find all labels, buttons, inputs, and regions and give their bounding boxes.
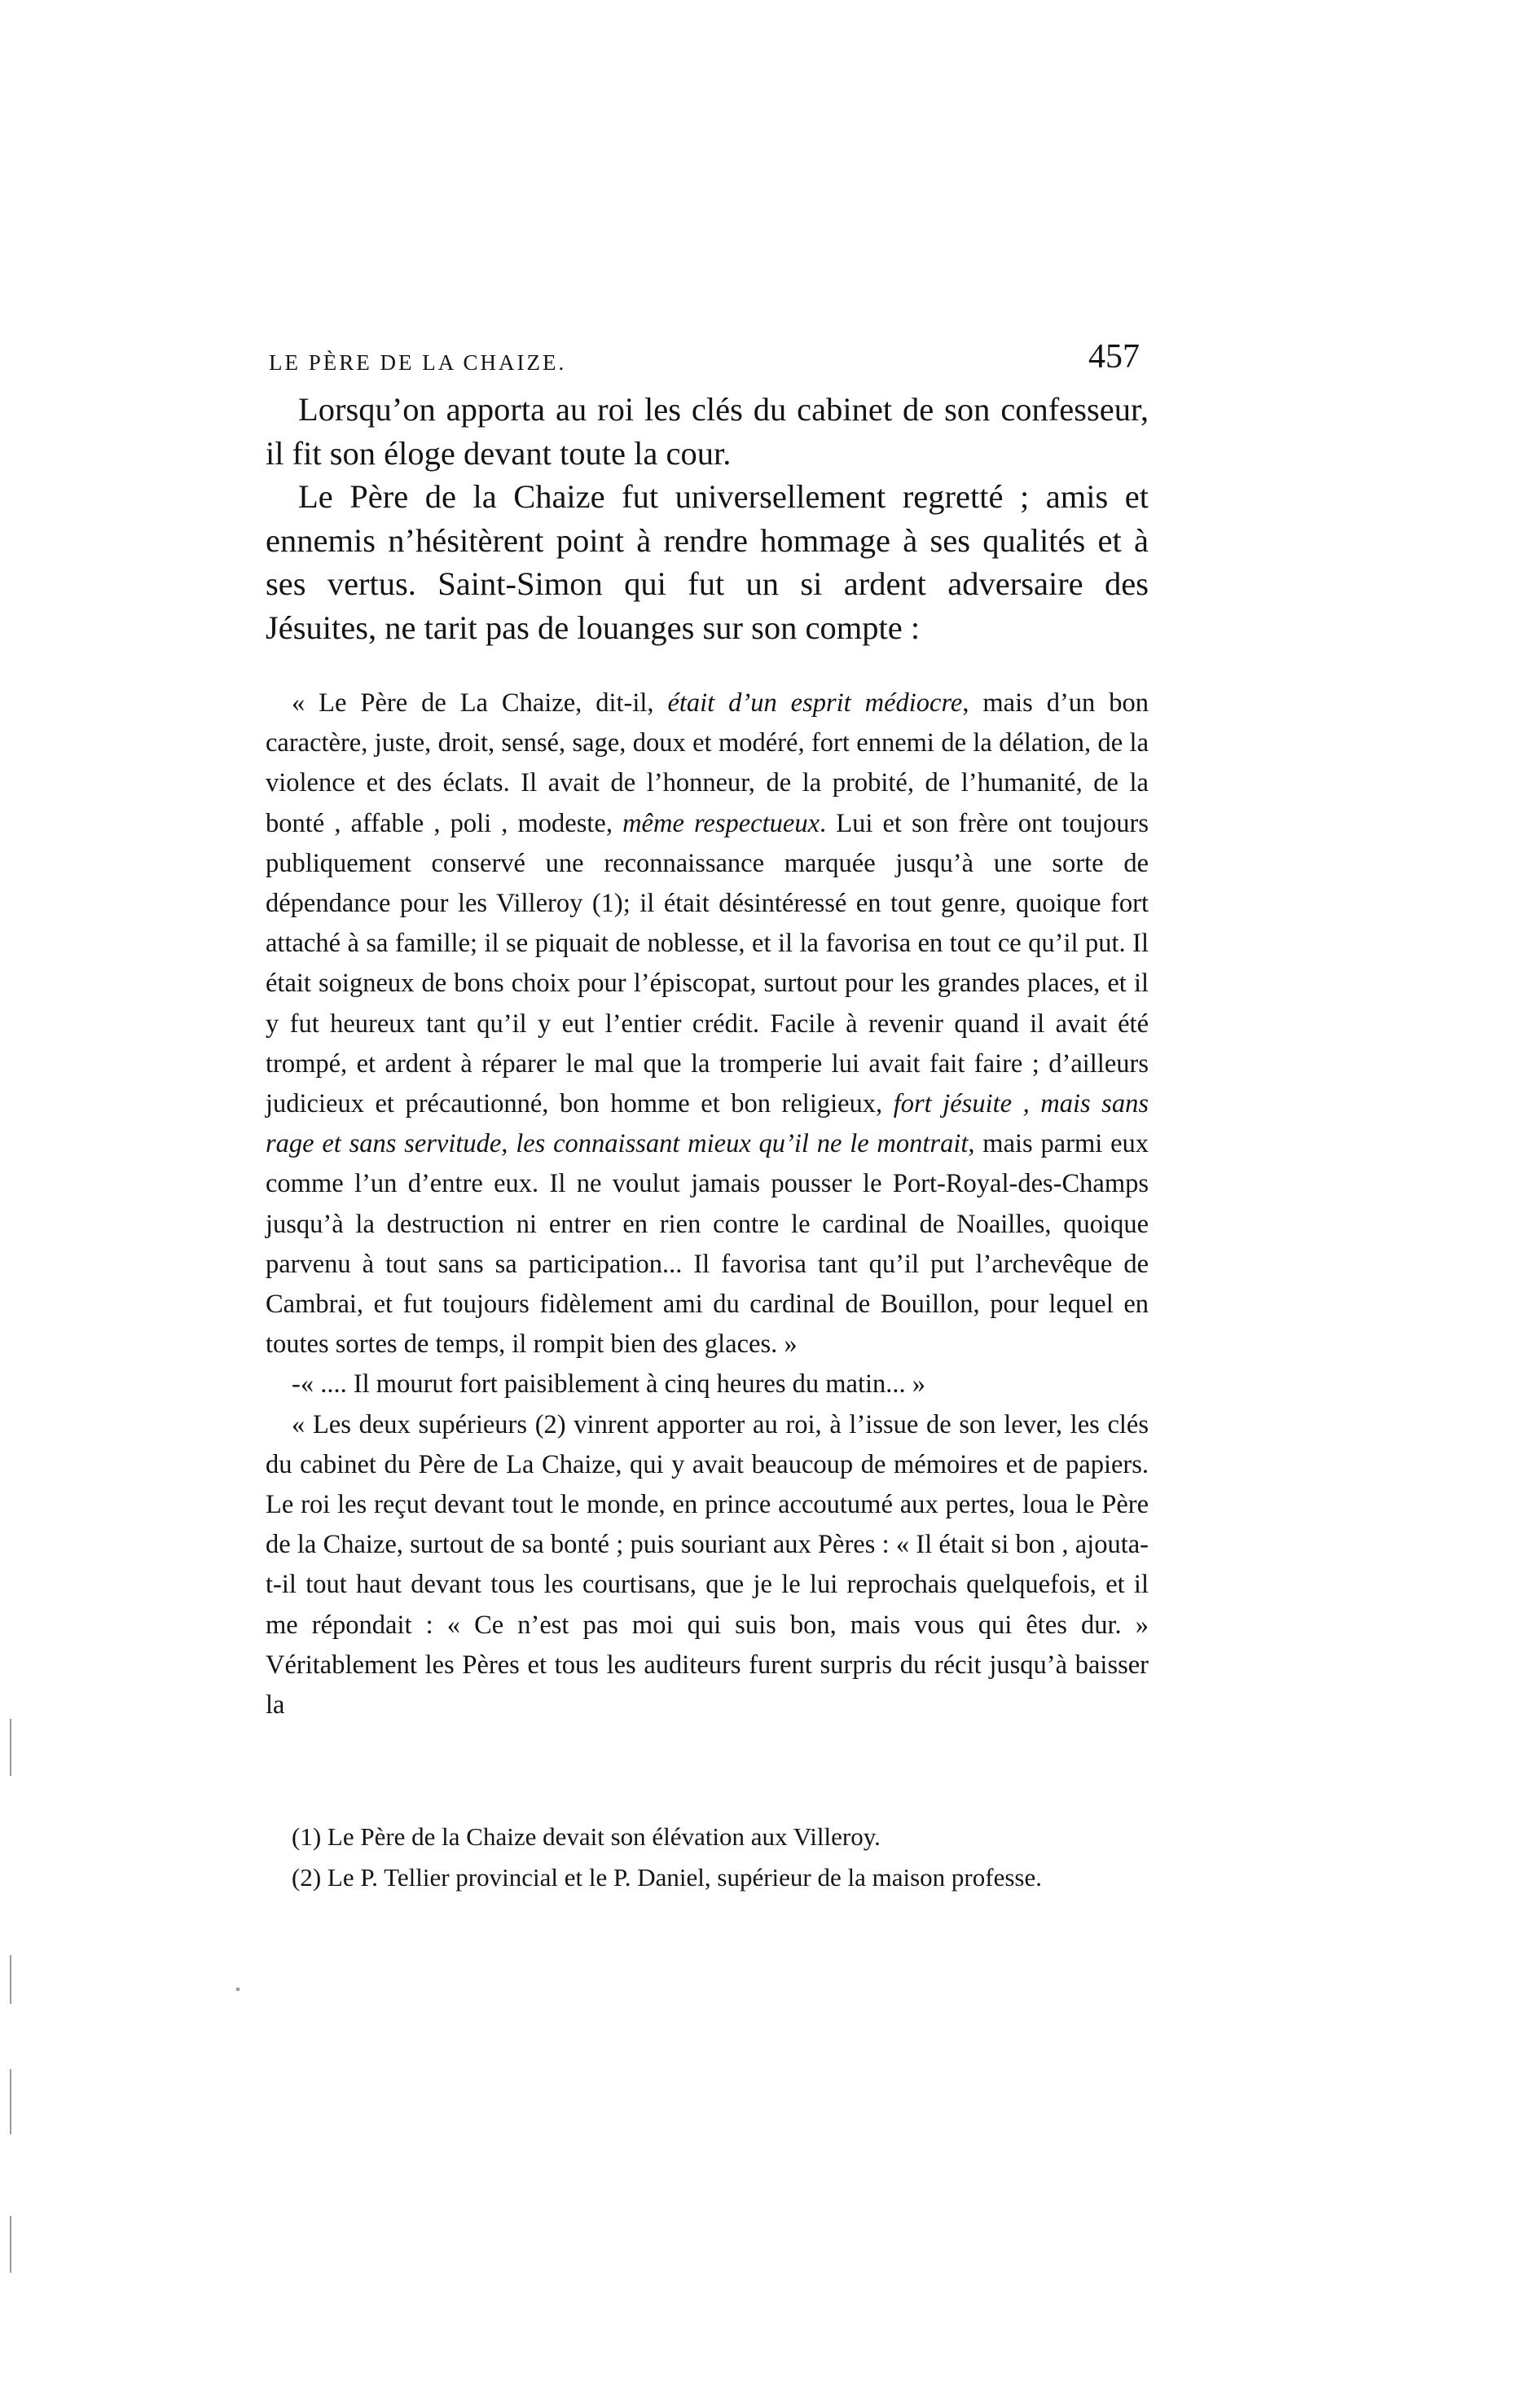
quote-paragraph: -« .... Il mourut fort paisiblement à cinq heures du matin... » bbox=[292, 1369, 926, 1400]
quote-paragraph: « Les deux supérieurs (2) vinrent apporter au roi, à l’issue de son lever, les clés du cabinet du Père de La Chaize, qui y avait beaucoup de mémoires et de papiers. Le roi les reçut devant tout le monde, en prince accoutumé aux pertes, loua le Père de la Chaize, surtout de sa bonté ; puis souriant aux Pères : « Il était si bon , ajouta-t-il tout haut devant tous les courtisans, que je le lui reprochais quelquefois, et il me répondait : « Ce n’est pas moi qui suis bon, mais vous qui êtes dur. » Véritablement les Pères et tous les auditeurs furent surpris du récit jusqu’à baisser la bbox=[266, 1409, 1149, 1720]
scan-artifact bbox=[10, 2069, 11, 2134]
scan-artifact bbox=[10, 1955, 11, 2004]
quote-italic-text: était d’un esprit médiocre bbox=[667, 688, 963, 718]
paragraph: Lorsqu’on apporta au roi les clés du cabinet de son confesseur, il fit son éloge devant toute la cour. bbox=[266, 391, 1149, 472]
scan-artifact bbox=[10, 2216, 11, 2273]
footnotes bbox=[266, 1817, 1149, 1898]
quote-text: « Le Père de La Chaize, dit-il, bbox=[292, 688, 668, 718]
page-number: 457 bbox=[1088, 338, 1140, 376]
footnote: (2) Le P. Tellier provincial et le P. Daniel, supérieur de la maison professe. bbox=[292, 1863, 1042, 1892]
running-title: LE PÈRE DE LA CHAIZE. bbox=[269, 350, 567, 375]
paragraph: Le Père de la Chaize fut universellement regretté ; amis et ennemis n’hésitèrent point à rendre hommage à ses qualités et à ses vertus. Saint-Simon qui fut un si ardent adversaire des Jésuites, ne tarit pas de louanges sur son compte : bbox=[266, 478, 1149, 646]
quote-text: , mais d’un bon caractère, juste, droit, sensé, sage, doux et modéré, fort ennemi de la délation, de la violence et des éclats. Il avait de l’honneur, de la probité, de l’humanité, de la bonté , affable , poli , modeste, bbox=[266, 688, 1149, 838]
quote-paragraph bbox=[266, 683, 1149, 1364]
quote-text: , mais parmi eux comme l’un d’entre eux. Il ne voulut jamais pousser le Port-Royal-des-Champs jusqu’à la destruction ni entrer en rien contre le cardinal de Noailles, quoique parvenu à tout sans sa participation... Il favorisa tant qu’il put l’archevêque de Cambrai, et fut toujours fidèlement ami du cardinal de Bouillon, pour lequel en toutes sortes de temps, il rompit bien des glaces. » bbox=[266, 1129, 1149, 1360]
main-text bbox=[266, 388, 1149, 1725]
quote-text: . Lui et son frère ont toujours publiquement conservé une reconnaissance marquée jusqu’à une sorte de dépendance pour les Villeroy (1); il était désintéressé en tout genre, quoique fort attaché à sa famille; il se piquait de noblesse, et il la favorisa en tout ce qu’il put. Il était soigneux de bons choix pour l’épiscopat, surtout pour les grandes places, et il y fut heureux tant qu’il y eut l’entier crédit. Facile à revenir quand il avait été trompé, et ardent à réparer le mal que la tromperie lui avait fait faire ; d’ailleurs judicieux et précautionné, bon homme et bon religieux, bbox=[266, 808, 1149, 1119]
quote-italic-text: fort jésuite , mais sans rage et sans servitude, les connaissant mieux qu’il ne le montrait bbox=[266, 1089, 1149, 1159]
scan-artifact bbox=[10, 1719, 11, 1776]
scan-artifact bbox=[236, 1988, 240, 1991]
quotation-block bbox=[266, 683, 1149, 1725]
quote-italic-text: même respectueux bbox=[622, 808, 820, 838]
footnote: (1) Le Père de la Chaize devait son élévation aux Villeroy. bbox=[292, 1822, 881, 1851]
